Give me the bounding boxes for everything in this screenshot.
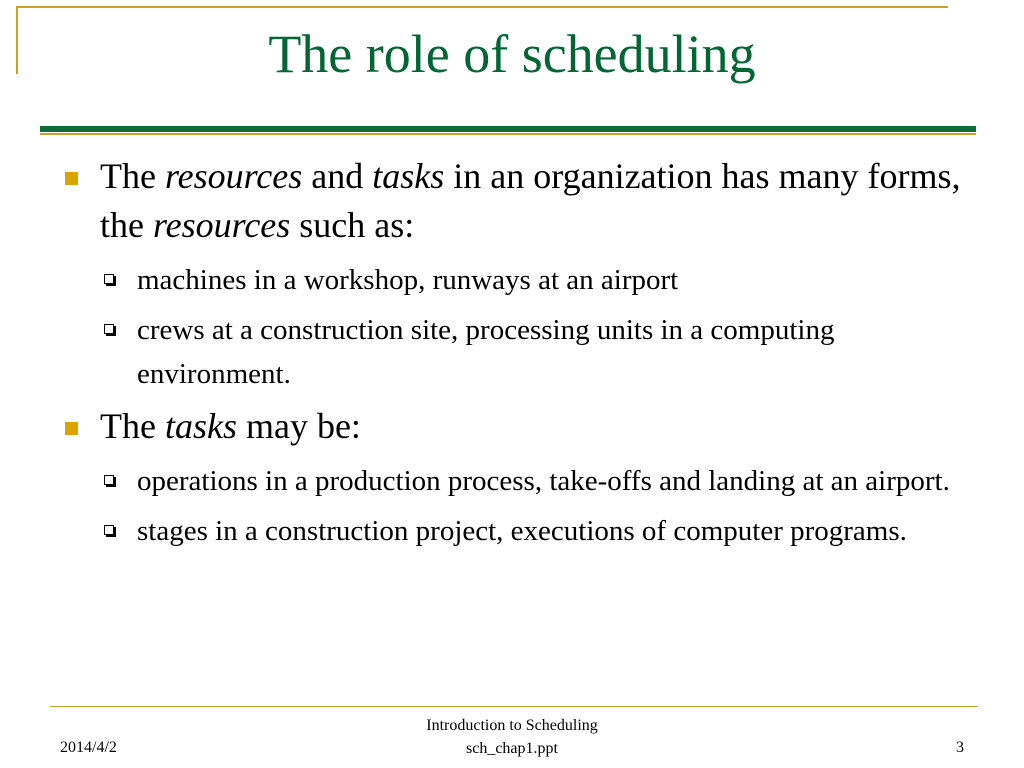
- sub-bullet-text: stages in a construction project, executions of computer programs.: [137, 515, 907, 547]
- bullet-text-part: may be:: [236, 406, 361, 446]
- bullet-text-italic: tasks: [164, 406, 237, 446]
- sub-bullet-text: crews at a construction site, processing units in a computing environment.: [137, 314, 835, 390]
- bullet-text-part: and: [302, 156, 373, 196]
- corner-line-top: [16, 6, 948, 8]
- bullet-tasks: [62, 402, 962, 451]
- sub-bullet: [62, 459, 962, 503]
- slide-content: [62, 152, 962, 559]
- footer-file-name: sch_chap1.ppt: [466, 740, 558, 757]
- title-rule-gold: [40, 133, 976, 135]
- footer-center-text: [362, 714, 662, 760]
- sub-bullet-text: machines in a workshop, runways at an airport: [137, 264, 679, 296]
- sub-bullet: [62, 258, 962, 302]
- hollow-square-bullet-icon: [104, 475, 114, 485]
- bullet-resources: [62, 152, 962, 250]
- bullet-text-part: The: [100, 156, 165, 196]
- footer-date: 2014/4/2: [60, 739, 117, 756]
- hollow-square-bullet-icon: [104, 324, 114, 334]
- footer-course-title: Introduction to Scheduling: [426, 717, 598, 734]
- hollow-square-bullet-icon: [104, 274, 114, 284]
- sub-bullet: [62, 509, 962, 553]
- bullet-text-italic: resources: [152, 205, 291, 245]
- title-rule-green: [40, 126, 976, 132]
- sub-bullet-text: operations in a production process, take-offs and landing at an airport.: [137, 465, 950, 497]
- bullet-text-part: in an organization has many forms, the: [100, 156, 961, 245]
- bullet-text-part: The: [100, 406, 165, 446]
- sub-bullet: [62, 308, 962, 396]
- square-bullet-icon: [65, 172, 78, 185]
- bullet-text-italic: resources: [164, 156, 303, 196]
- square-bullet-icon: [65, 422, 78, 435]
- slide-title: The role of scheduling: [268, 24, 756, 84]
- footer-rule: [50, 706, 978, 707]
- hollow-square-bullet-icon: [104, 525, 114, 535]
- page-number: 3: [956, 739, 964, 756]
- bullet-text-part: such as:: [290, 205, 415, 245]
- bullet-text-italic: tasks: [372, 156, 445, 196]
